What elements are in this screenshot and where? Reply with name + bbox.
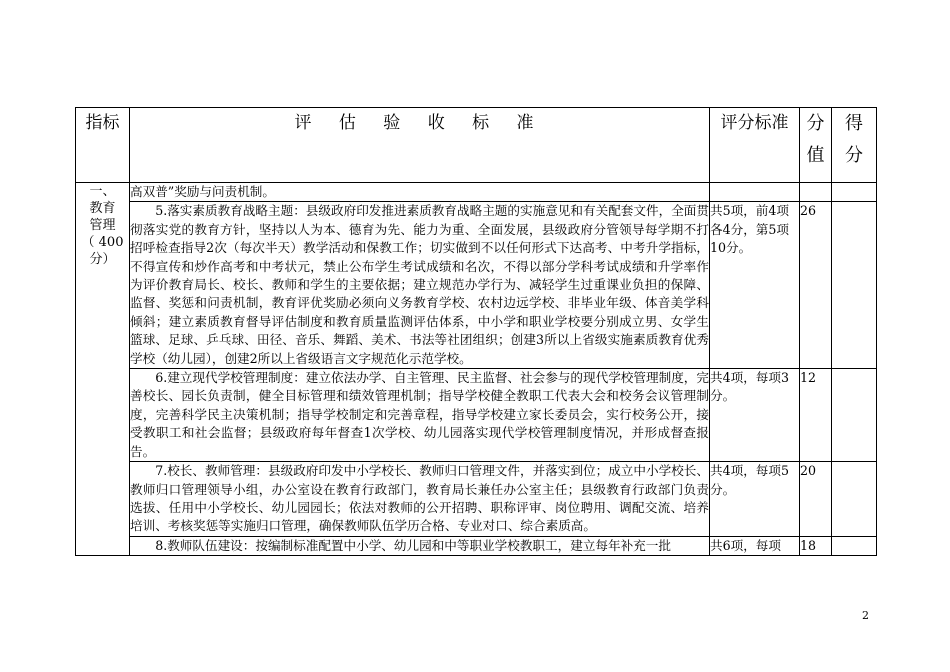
category-name-1: 教育 — [89, 201, 116, 216]
points-cell: 12 — [800, 369, 832, 462]
category-points-unit: 分） — [89, 252, 116, 267]
header-row — [76, 108, 877, 183]
scoring-cell: 共4项，每项5分。 — [710, 462, 800, 537]
points-cell: 20 — [800, 462, 832, 537]
scoring-cell: 共5项，前4项各4分，第5项10分。 — [710, 202, 800, 369]
obtained-cell[interactable] — [832, 202, 877, 369]
table-row — [76, 462, 877, 537]
category-cell — [76, 183, 130, 556]
scoring-cell — [710, 183, 800, 202]
criteria-cell — [130, 462, 710, 537]
header-points-char-1: 分 — [806, 113, 825, 134]
criteria-cell — [130, 202, 710, 369]
criteria-text: 7.校长、教师管理：县级政府印发中小学校长、教师归口管理文件，并落实到位；成立中小学校长、教师归口管理领导小组，办公室设在教育行政部门，教育局长兼任办公室主任；县级教育行政部门负责选拔、任用中小学校长、幼儿园园长；依法对教师的公开招聘、职称评审、岗位聘用、调配交流、培养培训、考核奖惩等实施归口管理，确保教师队伍学历合格、专业对口、综合素质高。 — [130, 463, 709, 534]
category-number: 一、 — [89, 184, 116, 199]
table-row — [76, 369, 877, 462]
criteria-cell — [130, 183, 710, 202]
criteria-text: 高双普”奖励与问责机制。 — [130, 184, 275, 199]
criteria-cell — [130, 536, 710, 555]
obtained-cell[interactable] — [832, 183, 877, 202]
category-points: （ 400 — [81, 235, 124, 250]
criteria-text: 5.落实素质教育战略主题：县级政府印发推进素质教育战略主题的实施意见和有关配套文件，全面贯彻落实党的教育方针，坚持以人为本、德育为先、能力为重、全面发展，县级政府分管领导每学期不打招呼检查指导2次（每次半天）教学活动和保教工作；切实做到不以任何形式下达高考、中考升学指标，不得宣传和炒作高考和中考状元，禁止公布学生考试成绩和名次，不得以部分学科考试成绩和升学率作为评价教育局长、校长、教师和学生的主要依据；建立规范办学行为、减轻学生过重课业负担的保障、监督、奖惩和问责机制，教育评优奖励必须向义务教育学校、农村边远学校、非毕业年级、体音美学科倾斜；建立素质教育督导评估制度和教育质量监测评估体系，中小学和职业学校要分别成立男、女学生篮球、足球、乒乓球、田径、音乐、舞蹈、美术、书法等社团组织；创建3所以上省级实施素质教育优秀学校（幼儿园），创建2所以上省级语言文字规范化示范学校。 — [130, 203, 709, 366]
table-row — [76, 202, 877, 369]
points-cell — [800, 183, 832, 202]
obtained-cell[interactable] — [832, 462, 877, 537]
header-obtained-char-1: 得 — [845, 113, 863, 134]
header-criteria: 评 估 验 收 标 准 — [130, 108, 710, 183]
criteria-text: 8.教师队伍建设：按编制标准配置中小学、幼儿园和中等职业学校教职工，建立每年补充一批 — [155, 537, 671, 553]
criteria-cell — [130, 369, 710, 462]
obtained-cell[interactable] — [832, 369, 877, 462]
table-row — [76, 183, 877, 202]
points-cell: 18 — [800, 536, 832, 555]
header-indicator: 指标 — [76, 108, 130, 183]
table-row — [76, 536, 877, 555]
points-cell: 26 — [800, 202, 832, 369]
header-scoring: 评分标准 — [710, 108, 800, 183]
header-points-char-2: 值 — [806, 145, 825, 166]
evaluation-table — [75, 107, 877, 556]
page-number: 2 — [862, 609, 869, 622]
obtained-cell[interactable] — [832, 536, 877, 555]
header-obtained — [832, 108, 877, 183]
criteria-text: 6.建立现代学校管理制度：建立依法办学、自主管理、民主监督、社会参与的现代学校管理制度，完善校长、园长负责制，健全目标管理和绩效管理机制；指导学校健全教职工代表大会和校务会议管理制度，完善科学民主决策机制；指导学校制定和完善章程，指导学校建立家长委员会，实行校务公开，接受教职工和社会监督；县级政府每年督查1次学校、幼儿园落实现代学校管理制度情况，并形成督查报告。 — [130, 370, 709, 459]
header-points — [800, 108, 832, 183]
scoring-cell: 共6项，每项 — [710, 536, 800, 555]
scoring-cell: 共4项，每项3分。 — [710, 369, 800, 462]
header-obtained-char-2: 分 — [845, 145, 863, 166]
category-name-2: 管理 — [89, 218, 116, 233]
